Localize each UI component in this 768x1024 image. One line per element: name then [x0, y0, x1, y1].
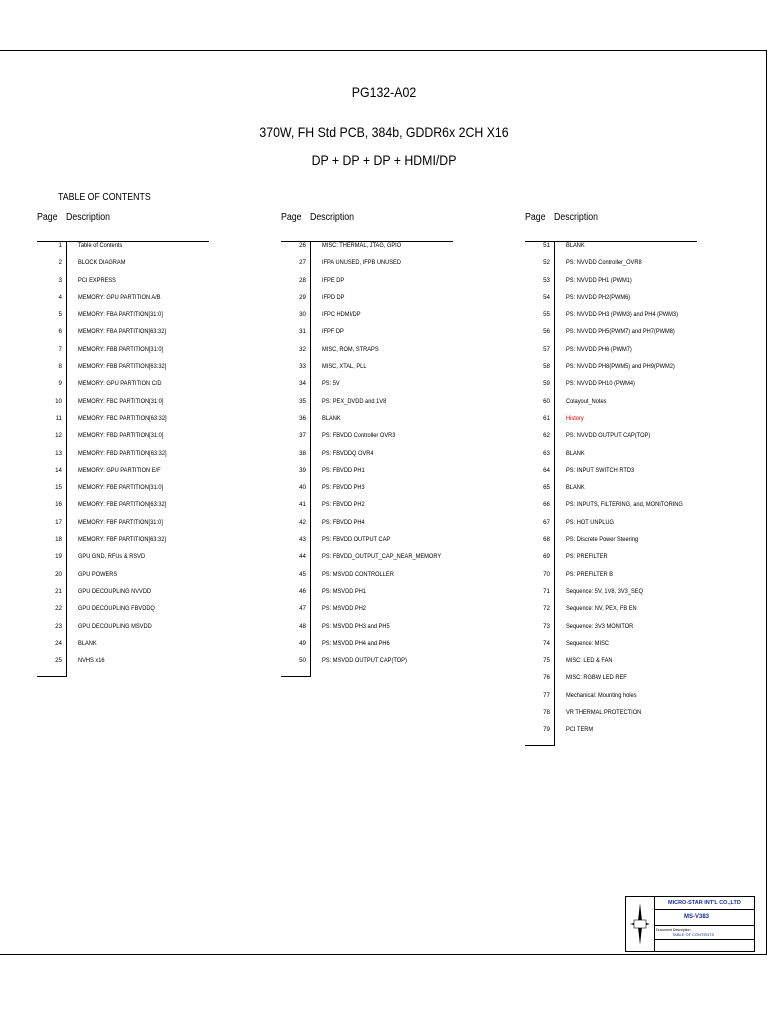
- toc-entry: [525, 363, 697, 380]
- toc-entry: [525, 398, 697, 415]
- toc-entry: [525, 536, 697, 553]
- toc-description: PS: FBVDD Controller OVR3: [322, 432, 396, 440]
- toc-description: MEMORY: FBE PARTITION[63:32]: [78, 501, 167, 509]
- toc-entry: [281, 398, 453, 415]
- toc-page-number: 78: [543, 709, 550, 717]
- toc-page-number: 44: [299, 553, 306, 561]
- toc-page-number: 26: [299, 242, 306, 249]
- toc-description: VR THERMAL PROTECTION: [566, 709, 642, 717]
- toc-description: PS: MSVDD OUTPUT CAP(TOP): [322, 657, 407, 665]
- toc-description: PS: 5V: [322, 380, 340, 388]
- description-column-label: Description: [66, 212, 111, 223]
- toc-page-number: 31: [299, 328, 306, 336]
- toc-entry: [37, 553, 209, 570]
- toc-description: BLANK: [566, 484, 585, 492]
- toc-divider: [554, 241, 555, 745]
- toc-entry: [37, 588, 209, 605]
- toc-page-number: 43: [299, 536, 306, 544]
- toc-description: PS: FBVDD PH1: [322, 466, 365, 474]
- toc-page-number: 51: [543, 242, 550, 249]
- toc-entry: [37, 380, 209, 397]
- toc-description: PS: HOT UNPLUG: [566, 518, 614, 526]
- toc-description: PS: MSVDD PH3 and PH5: [322, 622, 390, 630]
- toc-page-number: 67: [543, 518, 550, 526]
- toc-entry: [281, 519, 453, 536]
- toc-entry: [281, 467, 453, 484]
- toc-description: PS: MSVDD PH1: [322, 587, 366, 595]
- toc-description: IFPC HDMI/DP: [322, 311, 361, 319]
- toc-description: BLANK: [78, 639, 97, 647]
- board-subtitle-outputs: DP + DP + DP + HDMI/DP: [311, 152, 457, 168]
- toc-page-number: 8: [58, 363, 62, 371]
- toc-entry: [281, 415, 453, 432]
- toc-page-number: 57: [543, 345, 550, 353]
- toc-page-number: 50: [299, 657, 306, 665]
- toc-entry: [37, 311, 209, 328]
- toc-description: MEMORY: GPU PARTITION A/B: [78, 293, 161, 301]
- toc-entry: [281, 450, 453, 467]
- toc-entry: [281, 484, 453, 501]
- toc-rows: [37, 241, 209, 674]
- toc-entry: [281, 380, 453, 397]
- toc-entry: [525, 277, 697, 294]
- toc-entry: [525, 294, 697, 311]
- toc-description: MISC, XTAL, PLL: [322, 363, 367, 371]
- toc-description: Mechanical: Mounting holes: [566, 691, 637, 699]
- board-title: PG132-A02: [351, 84, 417, 100]
- toc-entry: [525, 553, 697, 570]
- toc-page-number: 42: [299, 518, 306, 526]
- toc-description: IFPD DP: [322, 293, 345, 301]
- toc-description: PS: NVVDD PH8(PWM5) and PH9(PWM2): [566, 363, 675, 371]
- toc-description: PCI EXPRESS: [78, 276, 116, 284]
- toc-page-number: 28: [299, 276, 306, 284]
- toc-entry: [281, 553, 453, 570]
- toc-description: PS: NVVDD PH2(PWM6): [566, 293, 631, 301]
- company-name: MICRO-STAR INT'L CO.,LTD: [668, 900, 741, 906]
- toc-page-number: 75: [543, 657, 550, 665]
- toc-page-number: 34: [299, 380, 306, 388]
- toc-description: PS: NVVDD PH1 (PWM1): [566, 276, 632, 284]
- toc-entry: [37, 501, 209, 518]
- toc-page-number: 14: [55, 466, 62, 474]
- toc-entry: [37, 242, 209, 259]
- toc-entry: [37, 277, 209, 294]
- toc-page-number: 41: [299, 501, 306, 509]
- toc-page-number: 54: [543, 293, 550, 301]
- toc-description: Sequence: 3V3 MONITOR: [566, 622, 634, 630]
- toc-description: MEMORY: FBB PARTITION[31:0]: [78, 345, 164, 353]
- toc-page-number: 58: [543, 363, 550, 371]
- toc-entry: [37, 519, 209, 536]
- title-block: [625, 896, 755, 952]
- toc-description: PS: Discrete Power Steering: [566, 536, 639, 544]
- toc-page-number: 70: [543, 570, 550, 578]
- toc-page-number: 63: [543, 449, 550, 457]
- toc-description: IFPF DP: [322, 328, 344, 336]
- toc-page-number: 53: [543, 276, 550, 284]
- toc-end-rule: [525, 745, 555, 746]
- toc-entry: [525, 571, 697, 588]
- toc-entry: [525, 605, 697, 622]
- toc-page-number: 68: [543, 536, 550, 544]
- toc-entry: [281, 605, 453, 622]
- toc-page-number: 25: [55, 657, 62, 665]
- toc-page-number: 45: [299, 570, 306, 578]
- toc-page-number: 47: [299, 605, 306, 613]
- toc-description: MEMORY: FBC PARTITION[31:0]: [78, 397, 164, 405]
- toc-entry: [525, 588, 697, 605]
- toc-page-number: 32: [299, 345, 306, 353]
- toc-page-number: 27: [299, 259, 306, 267]
- toc-entry: [281, 277, 453, 294]
- toc-entry: [37, 432, 209, 449]
- toc-entry: [525, 242, 697, 259]
- toc-end-rule: [281, 676, 311, 677]
- toc-entry: [37, 571, 209, 588]
- toc-entry: [281, 640, 453, 657]
- board-subtitle-spec: 370W, FH Std PCB, 384b, GDDR6x 2CH X16: [259, 124, 509, 140]
- toc-page-number: 30: [299, 311, 306, 319]
- compass-logo-icon: [628, 899, 652, 949]
- toc-entry: [281, 657, 453, 674]
- toc-entry: [525, 501, 697, 518]
- toc-description: MISC: LED & FAN: [566, 657, 613, 665]
- toc-entry: [281, 311, 453, 328]
- toc-page-number: 48: [299, 622, 306, 630]
- toc-description: MEMORY: FBB PARTITION[63:32]: [78, 363, 167, 371]
- toc-description: BLANK: [566, 449, 585, 457]
- toc-description: BLANK: [322, 414, 341, 422]
- toc-page-number: 39: [299, 466, 306, 474]
- toc-description: PS: FBVDDQ OVR4: [322, 449, 374, 457]
- toc-page-number: 64: [543, 466, 550, 474]
- toc-description: Table of Contents: [78, 242, 123, 249]
- toc-divider: [310, 241, 311, 676]
- toc-entry: [37, 484, 209, 501]
- toc-entry: [525, 519, 697, 536]
- toc-page-number: 49: [299, 639, 306, 647]
- toc-description: MISC: THERMAL, JTAG, GPIO: [322, 242, 402, 249]
- toc-entry: [37, 623, 209, 640]
- toc-page-number: 73: [543, 622, 550, 630]
- toc-entry: [37, 640, 209, 657]
- toc-entry: [525, 450, 697, 467]
- toc-entry: [525, 432, 697, 449]
- toc-page-number: 3: [58, 276, 62, 284]
- toc-description: IFPA UNUSED, IFPB UNUSED: [322, 259, 401, 267]
- toc-entry: [37, 328, 209, 345]
- toc-description: BLANK: [566, 242, 585, 249]
- toc-page-number: 13: [55, 449, 62, 457]
- toc-rows: [281, 241, 453, 674]
- sheet-title: TABLE OF CONTENTS: [672, 932, 715, 937]
- toc-entry: [37, 294, 209, 311]
- toc-entry: [281, 346, 453, 363]
- toc-description: PS: PEX_DVDD and 1V8: [322, 397, 387, 405]
- toc-page-number: 35: [299, 397, 306, 405]
- toc-entry: [281, 571, 453, 588]
- toc-entry: [525, 346, 697, 363]
- toc-page-number: 10: [55, 397, 62, 405]
- toc-page-number: 4: [58, 293, 62, 301]
- page-column-label: Page: [37, 212, 58, 223]
- toc-description: PS: FBVDD PH3: [322, 484, 365, 492]
- toc-entry: [37, 346, 209, 363]
- toc-description: History: [566, 414, 584, 422]
- toc-page-number: 5: [58, 311, 62, 319]
- toc-entry: [281, 259, 453, 276]
- toc-entry: [281, 363, 453, 380]
- toc-entry: [37, 415, 209, 432]
- toc-page-number: 9: [58, 380, 62, 388]
- toc-page-number: 79: [543, 726, 550, 734]
- toc-page-number: 38: [299, 449, 306, 457]
- toc-page-number: 72: [543, 605, 550, 613]
- toc-description: GPU DECOUPLING MSVDD: [78, 622, 152, 630]
- page-column-label: Page: [525, 212, 546, 223]
- toc-description: Sequence: 5V, 1V8, 3V3_SEQ: [566, 587, 644, 595]
- toc-description: PS: MSVDD CONTROLLER: [322, 570, 394, 578]
- toc-description: PS: NVVDD PH3 (PWM3) and PH4 (PWM3): [566, 311, 678, 319]
- toc-page-number: 22: [55, 605, 62, 613]
- toc-description: MEMORY: FBC PARTITION[63:32]: [78, 414, 167, 422]
- toc-description: GPU GND, RFUs & RSVD: [78, 553, 146, 561]
- toc-entry: [525, 726, 697, 743]
- toc-page-number: 60: [543, 397, 550, 405]
- toc-description: PS: MSVDD PH2: [322, 605, 366, 613]
- toc-entry: [281, 623, 453, 640]
- toc-entry: [525, 709, 697, 726]
- toc-page-number: 29: [299, 293, 306, 301]
- toc-description: MISC: RGBW LED REF: [566, 674, 627, 682]
- toc-page-number: 2: [58, 259, 62, 267]
- toc-page-number: 46: [299, 587, 306, 595]
- toc-page-number: 24: [55, 639, 62, 647]
- toc-description: MEMORY: FBF PARTITION[63:32]: [78, 536, 166, 544]
- toc-description: PS: FBVDD OUTPUT CAP: [322, 536, 391, 544]
- toc-heading: TABLE OF CONTENTS: [58, 192, 151, 203]
- toc-page-number: 61: [543, 414, 550, 422]
- toc-description: NVHS x16: [78, 657, 105, 665]
- toc-page-number: 62: [543, 432, 550, 440]
- toc-page-number: 74: [543, 639, 550, 647]
- toc-page-number: 23: [55, 622, 62, 630]
- toc-description: PS: NVVDD OUTPUT CAP(TOP): [566, 432, 651, 440]
- toc-entry: [525, 259, 697, 276]
- toc-entry: [525, 623, 697, 640]
- toc-page-number: 21: [55, 587, 62, 595]
- toc-page-number: 59: [543, 380, 550, 388]
- toc-description: MEMORY: GPU PARTITION E/F: [78, 466, 161, 474]
- toc-description: IFPE DP: [322, 276, 345, 284]
- toc-entry: [525, 311, 697, 328]
- toc-entry: [37, 657, 209, 674]
- toc-entry: [281, 501, 453, 518]
- toc-entry: [525, 657, 697, 674]
- toc-description: BLOCK DIAGRAM: [78, 259, 126, 267]
- description-column-label: Description: [310, 212, 355, 223]
- toc-page-number: 76: [543, 674, 550, 682]
- toc-entry: [525, 484, 697, 501]
- toc-description: MEMORY: FBD PARTITION[31:0]: [78, 432, 164, 440]
- toc-description: GPU DECOUPLING NVVDD: [78, 587, 152, 595]
- toc-description: MEMORY: FBA PARTITION[31:0]: [78, 311, 163, 319]
- toc-page-number: 52: [543, 259, 550, 267]
- toc-description: Colayout_Notes: [566, 397, 607, 405]
- toc-page-number: 15: [55, 484, 62, 492]
- toc-entry: [281, 294, 453, 311]
- toc-entry: [37, 363, 209, 380]
- toc-description: MEMORY: FBD PARTITION[63:32]: [78, 449, 167, 457]
- toc-entry: [281, 242, 453, 259]
- toc-entry: [525, 380, 697, 397]
- toc-page-number: 6: [58, 328, 62, 336]
- toc-page-number: 33: [299, 363, 306, 371]
- toc-entry: [525, 692, 697, 709]
- toc-description: MEMORY: FBA PARTITION[63:32]: [78, 328, 166, 336]
- toc-entry: [281, 432, 453, 449]
- sheet-label: Document Description: [656, 928, 691, 932]
- toc-description: PS: NVVDD PH6 (PWM7): [566, 345, 632, 353]
- toc-page-number: 16: [55, 501, 62, 509]
- toc-description: Sequence: NV, PEX, FB EN: [566, 605, 637, 613]
- toc-page-number: 20: [55, 570, 62, 578]
- toc-entry: [37, 536, 209, 553]
- model-number: MS-V383: [684, 914, 710, 920]
- toc-entry: [281, 328, 453, 345]
- toc-page-number: 1: [58, 242, 62, 249]
- toc-page-number: 40: [299, 484, 306, 492]
- toc-description: PS: NVVDD PH10 (PWM4): [566, 380, 635, 388]
- toc-page-number: 66: [543, 501, 550, 509]
- page-column-label: Page: [281, 212, 302, 223]
- description-column-label: Description: [554, 212, 599, 223]
- toc-page-number: 77: [543, 691, 550, 699]
- toc-entry: [525, 467, 697, 484]
- toc-page-number: 65: [543, 484, 550, 492]
- toc-entry: [37, 450, 209, 467]
- toc-description: MEMORY: FBE PARTITION[31:0]: [78, 484, 164, 492]
- toc-description: PS: FBVDD PH2: [322, 501, 365, 509]
- toc-page-number: 19: [55, 553, 62, 561]
- toc-entry: [525, 640, 697, 657]
- toc-rows: [525, 241, 697, 744]
- toc-entry: [37, 467, 209, 484]
- toc-page-number: 12: [55, 432, 62, 440]
- toc-page-number: 56: [543, 328, 550, 336]
- toc-page-number: 7: [58, 345, 62, 353]
- toc-description: MEMORY: GPU PARTITION C/D: [78, 380, 162, 388]
- toc-description: PS: PREFILTER B: [566, 570, 614, 578]
- toc-description: PS: NVVDD Controller_OVR8: [566, 259, 642, 267]
- toc-page-number: 11: [55, 414, 62, 422]
- toc-entry: [281, 536, 453, 553]
- toc-description: PCI TERM: [566, 726, 594, 734]
- toc-description: MEMORY: FBF PARTITION[31:0]: [78, 518, 163, 526]
- toc-entry: [37, 259, 209, 276]
- toc-description: PS: MSVDD PH4 and PH6: [322, 639, 390, 647]
- toc-description: PS: NVVDD PH5(PWM7) and PH7(PWM8): [566, 328, 675, 336]
- toc-divider: [66, 241, 67, 676]
- toc-entry: [525, 328, 697, 345]
- toc-page-number: 17: [55, 518, 62, 526]
- toc-description: PS: INPUTS, FILTERING, and, MONITORING: [566, 501, 683, 509]
- toc-description: Sequence: MISC: [566, 639, 610, 647]
- toc-description: PS: FBVDD_OUTPUT_CAP_NEAR_MEMORY: [322, 553, 442, 561]
- toc-description: GPU DECOUPLING FBVDDQ: [78, 605, 155, 613]
- toc-description: PS: PREFILTER: [566, 553, 608, 561]
- toc-page-number: 37: [299, 432, 306, 440]
- toc-description: GPU POWERS: [78, 570, 118, 578]
- toc-description: PS: INPUT SWITCH RTD3: [566, 466, 635, 474]
- toc-description: PS: FBVDD PH4: [322, 518, 365, 526]
- toc-entry: [281, 588, 453, 605]
- toc-page-number: 36: [299, 414, 306, 422]
- toc-entry: [525, 415, 697, 432]
- toc-page-number: 18: [55, 536, 62, 544]
- toc-page-number: 69: [543, 553, 550, 561]
- toc-page-number: 71: [543, 587, 550, 595]
- toc-page-number: 55: [543, 311, 550, 319]
- toc-end-rule: [37, 676, 67, 677]
- toc-entry: [37, 398, 209, 415]
- toc-description: MISC, ROM, STRAPS: [322, 345, 379, 353]
- toc-entry: [525, 674, 697, 691]
- toc-entry: [37, 605, 209, 622]
